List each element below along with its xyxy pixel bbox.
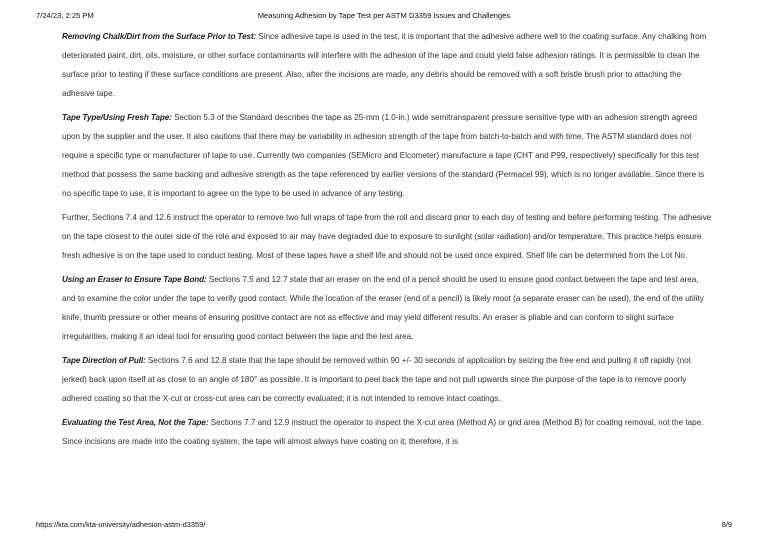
page-number: 8/9 [721,520,732,529]
paragraph-text: Sections 7.5 and 12.7 state that an eraser on the end of a pencil should be used to ensure good contact between the tape and test area, and to examine the color under the tape to verify good contact. While the location of the eraser (end of a pencil) is likely moot (a separate eraser can be used), the end of the utility knife, thumb pressure or other means of ensuring positive contact are not as effective and may yield different results. An eraser is pliable and can conform to slight surface irregularities, making it an ideal tool for ensuring good contact between the tape and the test area. [62,275,704,341]
article-body [62,27,714,456]
paragraph-text: Sections 7.7 and 12.9 instruct the operator to inspect the X-cut area (Method A) or grid area (Method B) for coating removal, not the tape. Since incisions are made into the coating system, the tape will almost always have coating on it; therefore, it is [62,418,704,446]
print-header [36,11,732,23]
paragraph-tape-direction [62,351,714,408]
paragraph-lead: Evaluating the Test Area, Not the Tape: [62,418,209,427]
paragraph-eraser [62,270,714,346]
print-date: 7/24/23, 2:25 PM [36,11,94,20]
source-url: https://kta.com/kta-university/adhesion-astm-d3359/ [36,520,206,529]
print-footer [36,520,732,532]
paragraph-evaluating [62,413,714,451]
paragraph-text: Section 5.3 of the Standard describes the tape as 25-mm (1.0-in.) wide semitransparent pressure sensitive type with an adhesion strength agreed upon by the supplier and the user. It also cautions that there may be variability in adhesion strength of the tape from batch-to-batch and with time. The ASTM standard does not require a specific type or manufacturer of tape to use. Currently two companies (SEMicro and Elcometer) manufacture a tape (CHT and P99, respectively) specifically for this test method that possess the same backing and adhesive strength as the tape referenced by earlier versions of the standard (Permacel 99), which is no longer available. Since there is no specific tape to use, it is important to agree on the type to be used in advance of any testing. [62,113,705,198]
paragraph-text: Sections 7.6 and 12.8 state that the tape should be removed within 90 +/- 30 seconds of application by seizing the free end and pulling it off rapidly (not jerked) back upon itself at as close to an angle of 180° as possible. It is important to peel back the tape and not pull upwards since the purpose of the tape is to remove poorly adhered coating so that the X-cut or cross-cut area can be correctly evaluated; it is not intended to remove intact coatings. [62,356,691,403]
paragraph-lead: Using an Eraser to Ensure Tape Bond: [62,275,207,284]
paragraph-lead: Removing Chalk/Dirt from the Surface Prior to Test: [62,32,257,41]
paragraph-removing-chalk [62,27,714,103]
paragraph-text: Further, Sections 7.4 and 12.6 instruct the operator to remove two full wraps of tape from the roll and discard prior to each day of testing and before performing testing. The adhesive on the tape closest to the outer side of the role and exposed to air may have degraded due to exposure to sunlight (solar radiation) and/or temperature. This practice helps ensure fresh adhesive is on the tape used to conduct testing. Most of these tapes have a shelf life and should not be used once expired. Shelf life can be determined from the Lot No. [62,213,712,260]
paragraph-tape-type [62,108,714,203]
paragraph-lead: Tape Direction of Pull: [62,356,146,365]
paragraph-fresh-tape [62,208,714,265]
paragraph-text: Since adhesive tape is used in the test, it is important that the adhesive adhere well to the coating surface. Any chalking from deteriorated paint, dirt, oils, moisture, or other surface contaminants will interfere with the adhesion of the tape and could yield false adhesion ratings. It is permissible to clean the surface prior to testing if these surface conditions are present. Also, after the incisions are made, any debris should be removed with a soft bristle brush prior to attaching the adhesive tape. [62,32,707,98]
paragraph-lead: Tape Type/Using Fresh Tape: [62,113,172,122]
document-title: Measuring Adhesion by Tape Test per ASTM D3359 Issues and Challenges [257,11,511,20]
